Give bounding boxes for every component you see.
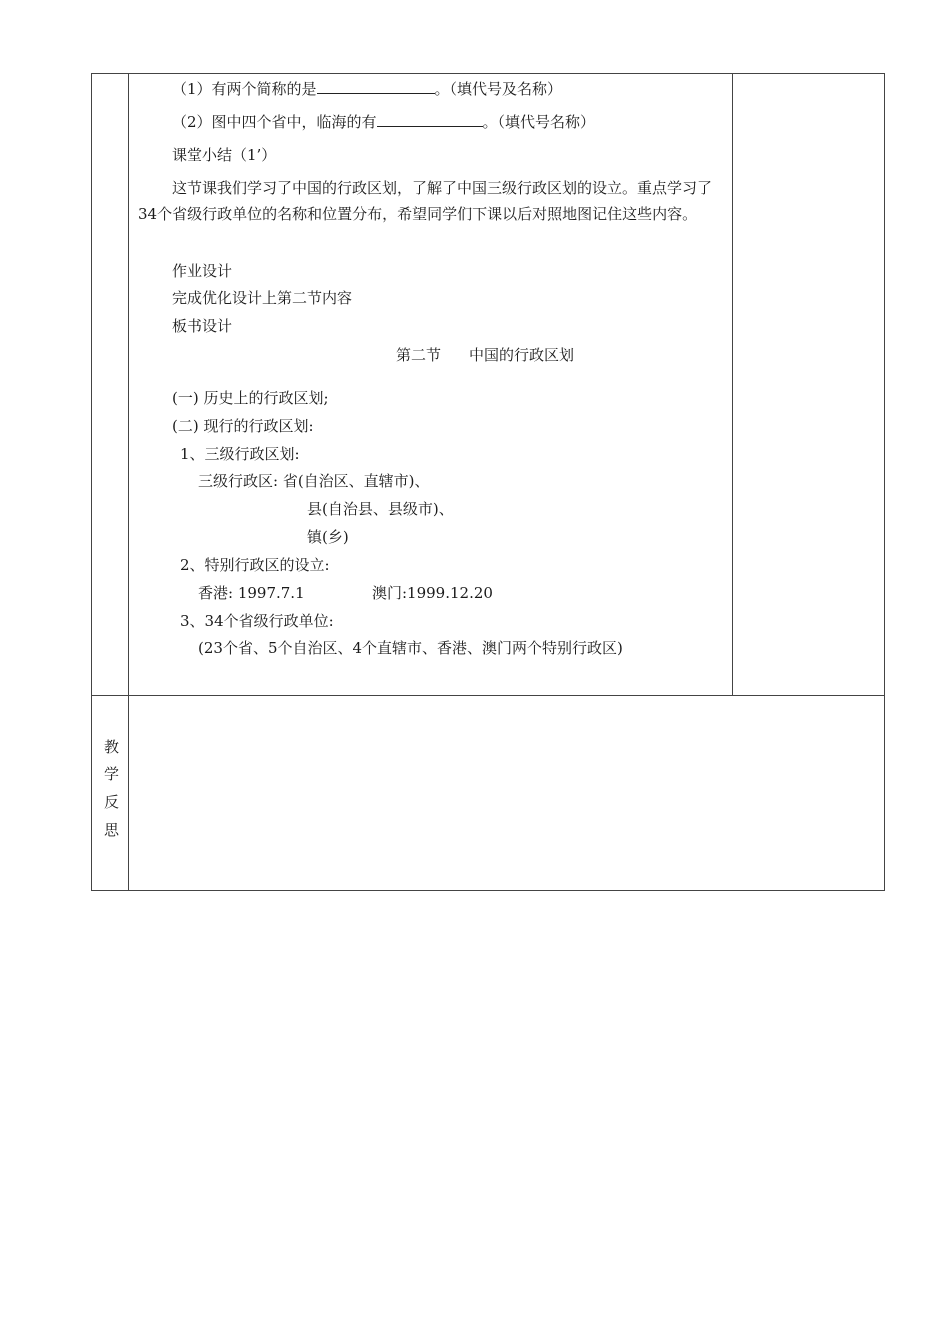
hongkong-date: 香港: 1997.7.1	[198, 584, 305, 602]
table-left-border	[91, 73, 92, 891]
homework-text: 完成优化设计上第二节内容	[172, 289, 353, 307]
board-heading: 板书设计	[172, 317, 233, 335]
table-col-divider	[128, 73, 129, 891]
question-2-text: （2）图中四个省中，临海的有	[172, 113, 377, 131]
sub-item-3: 3、34个省级行政单位:	[180, 612, 334, 630]
reflection-content-area[interactable]	[130, 697, 883, 889]
three-level-town: 镇(乡)	[307, 528, 349, 546]
three-level-county: 县(自治县、县级市)、	[307, 500, 454, 518]
summary-paragraph: 这节课我们学习了中国的行政区划，了解了中国三级行政区划的设立。重点学习了34个省级行政单位的名称和位置分布，希望同学们下课以后对照地图记住这些内容。	[138, 179, 713, 223]
sub-item-3-detail: (23个省、5个自治区、4个直辖市、香港、澳门两个特别行政区)	[198, 639, 623, 657]
table-bottom-border	[91, 890, 885, 891]
board-title-section: 第二节	[396, 346, 442, 364]
reflection-char-1: 教	[104, 738, 120, 756]
question-1	[172, 79, 562, 99]
reflection-char-2: 学	[104, 765, 120, 783]
reflection-char-3: 反	[104, 793, 120, 811]
answer-blank-2[interactable]	[377, 112, 483, 127]
summary-heading: 课堂小结（1’）	[172, 146, 277, 164]
reflection-char-4: 思	[104, 821, 120, 839]
sub-item-2: 2、特别行政区的设立:	[180, 556, 330, 574]
table-right-border	[884, 73, 885, 891]
question-1-text: （1）有两个简称的是	[172, 80, 317, 98]
table-row-divider	[91, 695, 885, 696]
question-2	[172, 112, 595, 132]
question-2-hint: 。（填代号名称）	[482, 113, 596, 131]
board-title	[396, 345, 574, 365]
board-title-name: 中国的行政区划	[469, 346, 575, 364]
homework-heading: 作业设计	[172, 262, 233, 280]
answer-blank-1[interactable]	[317, 79, 435, 94]
question-1-hint: 。（填代号及名称）	[434, 80, 563, 98]
outline-item-2: (二) 现行的行政区划:	[172, 417, 314, 435]
macau-date: 澳门:1999.12.20	[372, 584, 493, 602]
outline-item-1: (一) 历史上的行政区划;	[172, 389, 329, 407]
sub-item-1: 1、三级行政区划:	[180, 445, 300, 463]
table-right-col-divider	[732, 73, 733, 696]
table-top-border	[91, 73, 885, 74]
three-level-province: 三级行政区: 省(自治区、直辖市)、	[198, 472, 430, 490]
